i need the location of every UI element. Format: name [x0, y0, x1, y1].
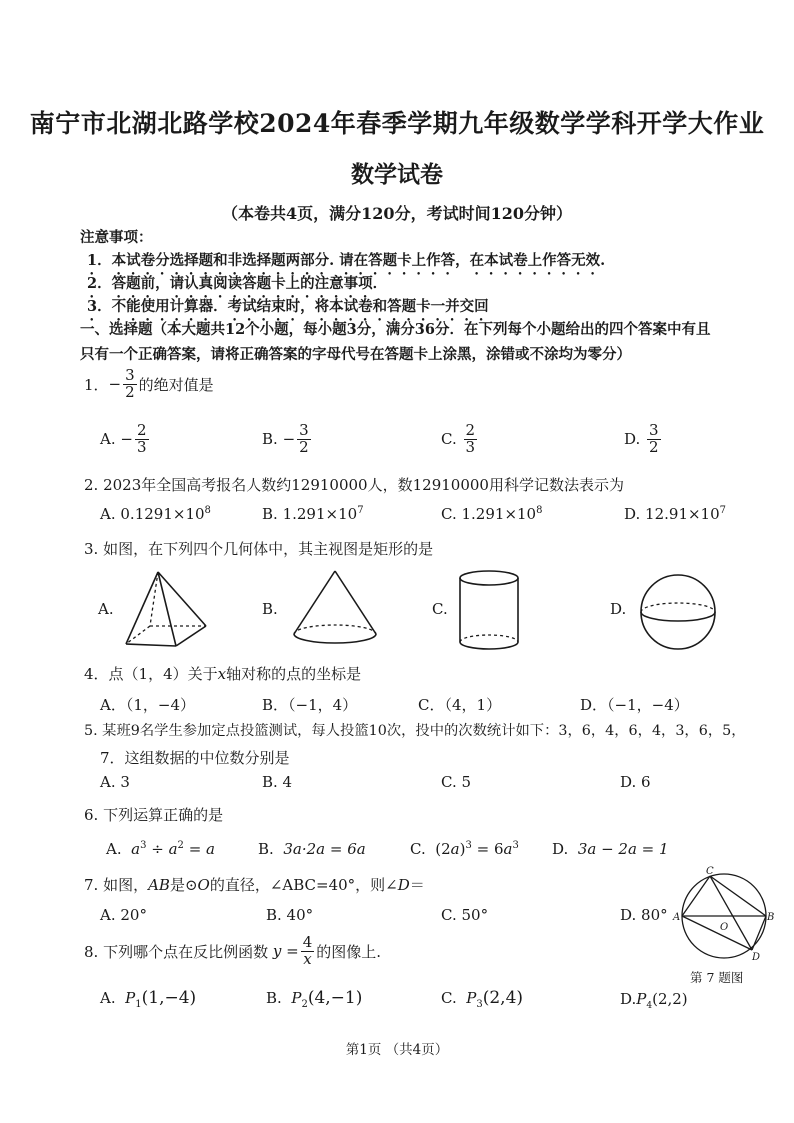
note-item-1: 1．本试卷分选择题和非选择题两部分. 请在答题卡上作答，在本试卷上作答无效. — [87, 252, 606, 269]
q8-option-d-point: P — [636, 990, 647, 1008]
q1-fraction-den: 2 — [125, 382, 135, 401]
q1-option-b — [262, 423, 313, 456]
q1-option-d-num: 3 — [649, 421, 659, 439]
q1-number: 1． — [84, 375, 109, 394]
q6-option-b-label: B. — [258, 840, 274, 858]
q3-option-c-label: C. — [432, 600, 448, 618]
q1-option-b-label: B. — [262, 430, 278, 449]
q7-d: D — [397, 876, 410, 894]
q1-fraction-num: 3 — [125, 366, 135, 384]
q1-option-a-label: A. — [100, 430, 116, 449]
q8-option-b-coord: (4,−1) — [307, 988, 363, 1008]
q6-option-c: C. $(2a)^3 = 6a^3$ — [410, 840, 519, 858]
q1-option-a — [100, 423, 151, 456]
exam-subtitle: 数学试卷 — [351, 161, 443, 188]
note-item-3: 3．不能使用计算器．考试结束时，将本试卷和答题卡一并交回 — [87, 298, 489, 315]
q1-option-a-sign: − — [120, 430, 133, 449]
question-1 — [84, 368, 214, 401]
q1-option-c-num: 2 — [465, 421, 476, 439]
q8-option-b-sub: 2 — [301, 999, 308, 1010]
q2-option-a — [100, 505, 211, 523]
q2-option-a-base: 0.1291×10 — [120, 505, 205, 523]
q1-fraction — [123, 368, 137, 401]
exam-title: 南宁市北湖北路学校2024年春季学期九年级数学学科开学大作业 — [29, 109, 765, 138]
q8-option-a-point: P — [125, 989, 136, 1007]
q6-option-a-label: A. — [106, 840, 122, 858]
q7-ab: AB — [148, 876, 170, 894]
q8-option-c-sub: 3 — [476, 999, 483, 1010]
q7-text-pre: 7. 如图， — [84, 876, 149, 894]
q5-option-d: D. 6 — [620, 773, 651, 791]
q6-option-d-label: D. — [552, 840, 569, 858]
exam-info: （本卷共4页，满分120分，考试时间120分钟） — [222, 204, 572, 223]
q8-option-b-label: B. — [266, 989, 282, 1007]
question-4 — [84, 663, 361, 684]
q8-option-c-label: C. — [441, 989, 457, 1007]
q8-fraction-den: x — [303, 949, 312, 968]
q3-option-d-label: D. — [610, 600, 627, 618]
q1-option-d-fraction — [647, 423, 661, 456]
q8-option-a-label: A. — [100, 989, 116, 1007]
q5-option-a: A. 3 — [100, 773, 130, 791]
q2-option-c — [441, 505, 542, 523]
q8-fraction-num: 4 — [302, 933, 313, 951]
q5-option-b: B. 4 — [262, 773, 293, 791]
q2-option-b-label: B. — [262, 505, 278, 523]
q8-option-d-sub: 4 — [646, 1001, 653, 1011]
q8-fraction — [301, 935, 315, 968]
q6-option-a: A. $a^3 \div a^2 = a$ — [106, 840, 215, 858]
q4-option-b: B．（−1，4） — [262, 696, 358, 714]
fig-label-o: O — [720, 922, 729, 933]
q1-option-c-fraction — [464, 423, 478, 456]
q6-option-d — [552, 840, 669, 858]
q7-o: O — [197, 876, 210, 894]
q8-option-d-label: D. — [620, 990, 637, 1008]
q2-option-b — [262, 505, 364, 523]
q1-negative: − — [108, 375, 122, 394]
q8-option-a-sub: 1 — [135, 999, 142, 1010]
q2-option-d-base: 12.91×10 — [645, 505, 720, 523]
pyramid-figure — [120, 568, 212, 652]
question-8 — [84, 935, 381, 968]
section-heading-line2: 只有一个正确答案，请将正确答案的字母代号在答题卡上涂黑，涂错或不涂均为零分） — [80, 346, 631, 363]
q7-option-c: C. 50° — [441, 906, 489, 924]
q1-option-d — [624, 423, 663, 456]
note-item-2: 2．答题前，请认真阅读答题卡上的注意事项． — [87, 275, 388, 292]
q4-variable: x — [217, 665, 227, 683]
q1-option-c-label: C. — [441, 430, 457, 449]
figure-7-caption: 第 7 题图 — [690, 970, 744, 985]
q8-option-b-point: P — [291, 989, 302, 1007]
q1-option-a-num: 2 — [136, 421, 147, 439]
q8-text-pre: 8. 下列哪个点在反比例函数 — [84, 942, 269, 961]
page-footer: 第1页 （共4页） — [345, 1042, 449, 1058]
q4-text-pre: 4．点（1，4）关于 — [84, 665, 218, 683]
q1-option-c-den: 3 — [465, 437, 476, 456]
q8-text-post: 的图像上. — [316, 942, 382, 961]
q8-eq: = — [286, 942, 299, 961]
q8-option-a — [100, 988, 196, 1010]
question-5-line1: 5. 某班9名学生参加定点投篮测试，每人投篮10次，投中的次数统计如下：3，6，4，6，4，3，6，5， — [84, 723, 746, 739]
q4-option-a: A．（1，−4） — [100, 696, 195, 714]
q4-text-post: 轴对称的点的坐标是 — [226, 665, 362, 683]
q6-option-b — [258, 840, 366, 858]
notes-heading: 注意事项： — [80, 229, 153, 246]
q1-option-d-label: D. — [624, 430, 641, 449]
q8-option-c-point: P — [466, 989, 477, 1007]
q2-option-b-base: 1.291×10 — [282, 505, 358, 523]
q6-option-c-label: C. — [410, 840, 426, 858]
q1-option-b-den: 2 — [299, 437, 309, 456]
q8-option-b — [266, 988, 362, 1010]
question-2: 2. 2023年全国高考报名人数约12910000人，数12910000用科学记数法表示为 — [84, 476, 624, 494]
fig-label-a: A — [673, 912, 681, 923]
q4-option-c: C．（4，1） — [418, 696, 502, 714]
q7-option-d: D. 80° — [620, 906, 668, 924]
q8-option-c-coord: (2,4) — [482, 988, 524, 1008]
q2-option-c-label: C. — [441, 505, 457, 523]
q2-option-c-exp: 8 — [536, 505, 543, 516]
q1-option-d-den: 2 — [649, 437, 659, 456]
q1-option-c — [441, 423, 479, 456]
q7-text-mid2: 的直径，∠ABC=40°，则∠ — [209, 876, 398, 894]
q7-option-b: B. 40° — [266, 906, 314, 924]
q1-option-a-fraction — [135, 423, 149, 456]
q2-option-c-base: 1.291×10 — [461, 505, 537, 523]
q7-option-a: A. 20° — [100, 906, 147, 924]
q2-option-d-exp: 7 — [719, 505, 727, 516]
q6-option-b-expr: 3a·2a = 6a — [283, 840, 366, 858]
q2-option-a-label: A. — [100, 505, 116, 523]
circle-figure — [672, 864, 776, 964]
cone-figure — [290, 568, 380, 646]
cylinder-figure — [456, 568, 522, 654]
q8-option-d — [620, 990, 688, 1011]
q3-option-b-label: B. — [262, 600, 278, 618]
q1-option-b-fraction — [297, 423, 311, 456]
q1-option-b-sign: − — [282, 430, 296, 449]
q7-text-post: ＝ — [409, 876, 425, 894]
q1-text: 的绝对值是 — [138, 375, 214, 394]
q6-option-d-expr: 3a − 2a = 1 — [577, 840, 669, 858]
section-heading-line1: 一、选择题（本大题共12个小题，每小题3分，满分36分．在下列每个小题给出的四个答案中有且 — [80, 321, 711, 338]
fig-label-c: C — [706, 866, 714, 877]
q7-text-mid: 是⊙ — [169, 876, 198, 894]
q2-option-d — [624, 505, 726, 523]
q4-option-d: D．（−1，−4） — [580, 696, 689, 714]
question-7 — [84, 874, 425, 895]
q8-option-c — [441, 988, 523, 1010]
q8-option-a-coord: (1,−4) — [141, 988, 197, 1008]
question-5-line2: 7．这组数据的中位数分别是 — [100, 749, 290, 767]
q1-option-b-num: 3 — [299, 421, 309, 439]
q2-option-d-label: D. — [624, 505, 641, 523]
question-6: 6. 下列运算正确的是 — [84, 806, 224, 824]
sphere-figure — [638, 572, 718, 652]
q8-y: y — [272, 942, 282, 961]
fig-label-d: D — [752, 952, 761, 963]
q3-option-a-label: A. — [98, 600, 114, 618]
q8-option-d-coord: (2,2) — [652, 990, 688, 1008]
fig-label-b: B — [767, 912, 775, 923]
q1-option-a-den: 3 — [136, 437, 147, 456]
question-3: 3. 如图，在下列四个几何体中，其主视图是矩形的是 — [84, 540, 434, 558]
q2-option-a-exp: 8 — [204, 505, 211, 516]
q5-option-c: C. 5 — [441, 773, 472, 791]
q2-option-b-exp: 7 — [357, 505, 364, 516]
